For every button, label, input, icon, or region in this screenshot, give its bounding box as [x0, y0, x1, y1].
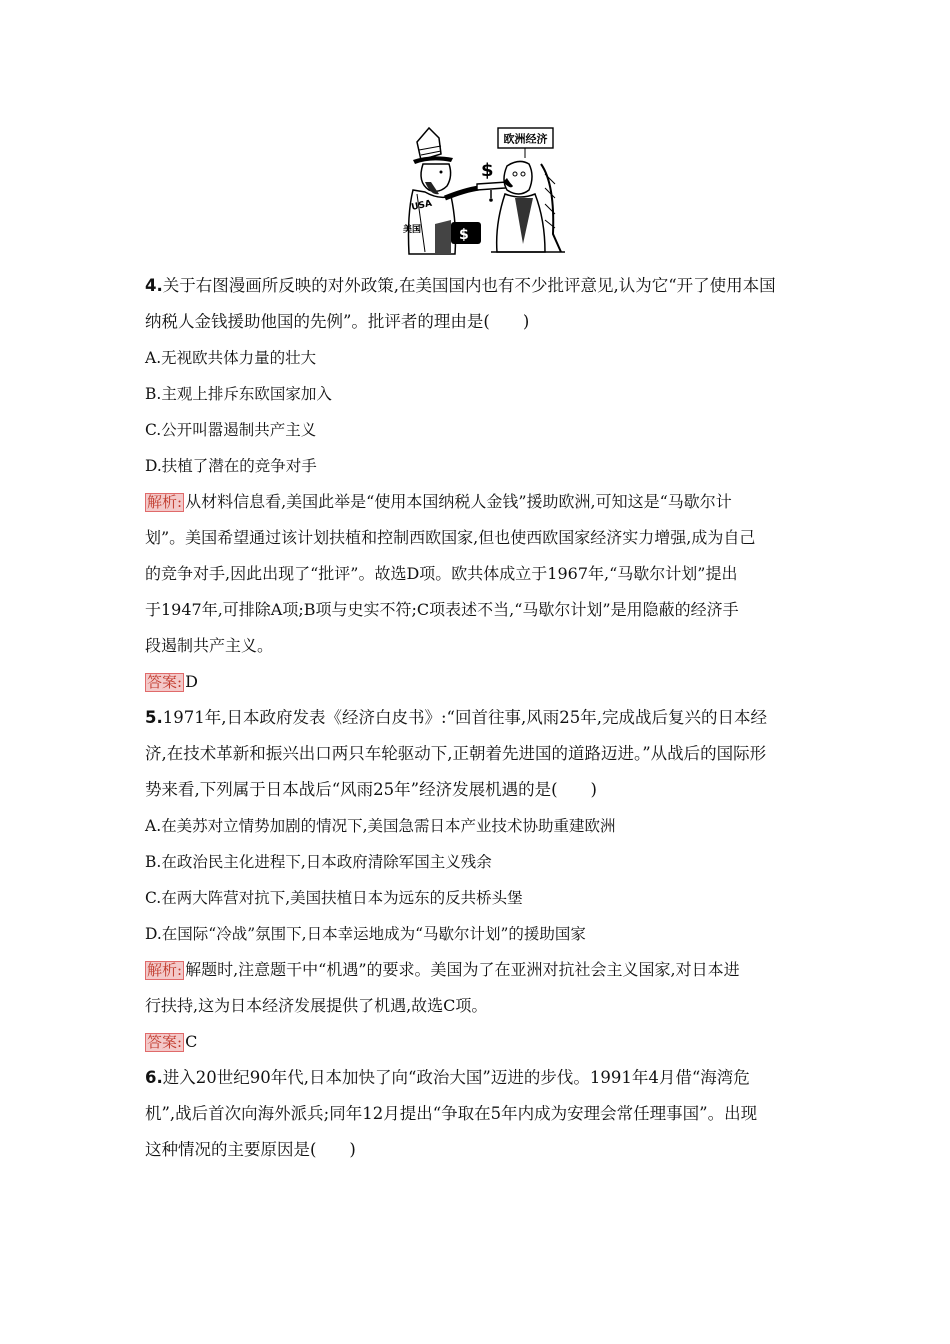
question-6-stem-line-1: 6.进入20世纪90年代,日本加快了向“政治大国”迈进的步伐。1991年4月借“海湾危: [145, 1068, 750, 1087]
question-4-analysis-line-1: 解析: 从材料信息看,美国此举是“使用本国纳税人金钱”援助欧洲,可知这是“马歇尔计: [147, 492, 732, 511]
question-5-option-b: B.在政治民主化进程下,日本政府清除军国主义残余: [145, 853, 492, 871]
question-4-option-a: A.无视欧共体力量的壮大: [145, 349, 317, 367]
question-4-option-b: B.主观上排斥东欧国家加入: [145, 385, 332, 403]
question-5-stem-line-2: 济,在技术革新和振兴出口两只车轮驱动下,正朝着先进国的道路迈进。”从战后的国际形: [145, 744, 767, 763]
questions-content: [145, 268, 815, 1168]
question-4: [145, 268, 815, 700]
question-5-answer: 答案: C: [147, 1032, 198, 1051]
question-number: 6.: [145, 1068, 163, 1087]
cartoon-america-label: 美国: [403, 225, 422, 235]
question-5-option-a: A.在美苏对立情势加剧的情况下,美国急需日本产业技术协助重建欧洲: [145, 817, 616, 835]
question-4-analysis-line-4: 于1947年,可排除A项;B项与史实不符;C项表述不当,“马歇尔计划”是用隐蔽的经济手: [145, 600, 739, 619]
analysis-tag: 解析:: [147, 493, 183, 511]
answer-tag: 答案:: [147, 673, 183, 691]
question-6-stem-line-3: 这种情况的主要原因是( ): [145, 1140, 356, 1159]
question-5-option-d: D.在国际“冷战”氛围下,日本幸运地成为“马歇尔计划”的援助国家: [145, 925, 586, 943]
question-4-option-d: D.扶植了潜在的竞争对手: [145, 457, 317, 475]
question-5-option-c: C.在两大阵营对抗下,美国扶植日本为远东的反共桥头堡: [145, 889, 523, 907]
svg-text:$: $: [459, 227, 469, 243]
question-4-stem-line-1: 4.关于右图漫画所反映的对外政策,在美国国内也有不少批评意见,认为它“开了使用本国: [145, 276, 776, 295]
question-5: [145, 700, 815, 1060]
question-5-analysis-line-1: 解析: 解题时,注意题干中“机遇”的要求。美国为了在亚洲对抗社会主义国家,对日本进: [147, 960, 740, 979]
question-number: 4.: [145, 276, 163, 295]
question-5-stem-line-3: 势来看,下列属于日本战后“风雨25年”经济发展机遇的是( ): [145, 780, 597, 799]
cartoon-illustration: [395, 124, 570, 259]
answer-tag: 答案:: [147, 1033, 183, 1051]
question-4-option-c: C.公开叫嚣遏制共产主义: [145, 421, 317, 439]
question-5-stem-line-1: 5.1971年,日本政府发表《经济白皮书》:“回首往事,风雨25年,完成战后复兴的日本经: [145, 708, 767, 727]
svg-text:$: $: [481, 160, 494, 181]
question-6: [145, 1060, 815, 1168]
question-4-analysis-line-5: 段遏制共产主义。: [145, 636, 274, 655]
question-5-analysis-line-2: 行扶持,这为日本经济发展提供了机遇,故选C项。: [145, 996, 488, 1015]
question-4-answer: 答案: D: [147, 672, 198, 691]
question-4-stem-line-2: 纳税人金钱援助他国的先例”。批评者的理由是( ): [145, 312, 530, 331]
question-4-analysis-line-3: 的竞争对手,因此出现了“批评”。故选D项。欧共体成立于1967年,“马歇尔计划”提出: [145, 564, 738, 583]
question-number: 5.: [145, 708, 163, 727]
question-6-stem-line-2: 机”,战后首次向海外派兵;同年12月提出“争取在5年内成为安理会常任理事国”。出现: [145, 1104, 758, 1123]
analysis-tag: 解析:: [147, 961, 183, 979]
question-4-analysis-line-2: 划”。美国希望通过该计划扶植和控制西欧国家,但也使西欧国家经济实力增强,成为自己: [145, 528, 756, 547]
cartoon-usa-label: USA: [410, 198, 433, 213]
cartoon-sign-label: 欧洲经济: [503, 132, 548, 146]
